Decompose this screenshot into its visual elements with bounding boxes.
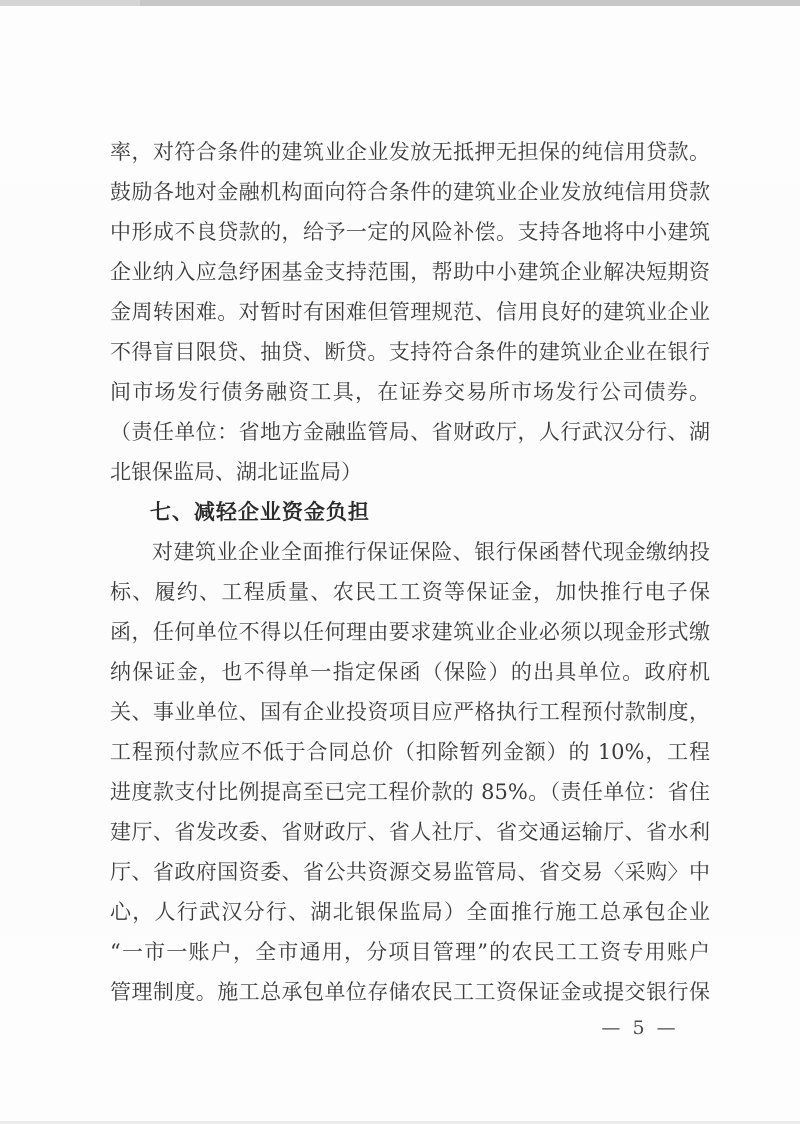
text-line: 进度款支付比例提高至已完工程价款的 85%。（责任单位：省住	[110, 780, 710, 804]
text-line: 不得盲目限贷、抽贷、断贷。支持符合条件的建筑业企业在银行	[110, 340, 710, 364]
text-line: 工程预付款应不低于合同总价（扣除暂列金额）的 10%，工程	[110, 740, 710, 764]
text-line: 鼓励各地对金融机构面向符合条件的建筑业企业发放纯信用贷款	[110, 180, 710, 204]
text-line: 建厅、省发改委、省财政厅、省人社厅、省交通运输厅、省水利	[110, 820, 710, 844]
text-line: 心，人行武汉分行、湖北银保监局）全面推行施工总承包企业	[110, 900, 710, 924]
text-line: 管理制度。施工总承包单位存储农民工工资保证金或提交银行保	[110, 980, 710, 1004]
text-line: 标、履约、工程质量、农民工工资等保证金，加快推行电子保	[110, 580, 710, 604]
scan-edge-top	[0, 0, 800, 6]
text-line: 函，任何单位不得以任何理由要求建筑业企业必须以现金形式缴	[110, 620, 710, 644]
text-line: “一市一账户，全市通用，分项目管理”的农民工工资专用账户	[110, 940, 710, 964]
text-line: 中形成不良贷款的，给予一定的风险补偿。支持各地将中小建筑	[110, 220, 710, 244]
page-number: — 5 —	[601, 1017, 679, 1039]
section-heading: 七、减轻企业资金负担	[149, 500, 370, 524]
text-line: 对建筑业企业全面推行保证保险、银行保函替代现金缴纳投	[152, 540, 710, 564]
text-line: 关、事业单位、国有企业投资项目应严格执行工程预付款制度，	[110, 700, 710, 724]
text-line: 间市场发行债务融资工具，在证券交易所市场发行公司债券。	[110, 380, 710, 404]
document-body	[110, 132, 710, 1012]
text-line: 厅、省政府国资委、省公共资源交易监管局、省交易〈采购〉中	[110, 860, 710, 884]
scan-edge-notch	[0, 0, 140, 6]
text-line: 纳保证金，也不得单一指定保函（保险）的出具单位。政府机	[110, 660, 710, 684]
text-line: 金周转困难。对暂时有困难但管理规范、信用良好的建筑业企业	[110, 300, 710, 324]
text-line: （责任单位：省地方金融监管局、省财政厅，人行武汉分行、湖	[110, 420, 710, 444]
text-line: 北银保监局、湖北证监局）	[110, 460, 362, 484]
text-line: 企业纳入应急纾困基金支持范围，帮助中小建筑企业解决短期资	[110, 260, 710, 284]
text-line: 率，对符合条件的建筑业企业发放无抵押无担保的纯信用贷款。	[110, 140, 710, 164]
